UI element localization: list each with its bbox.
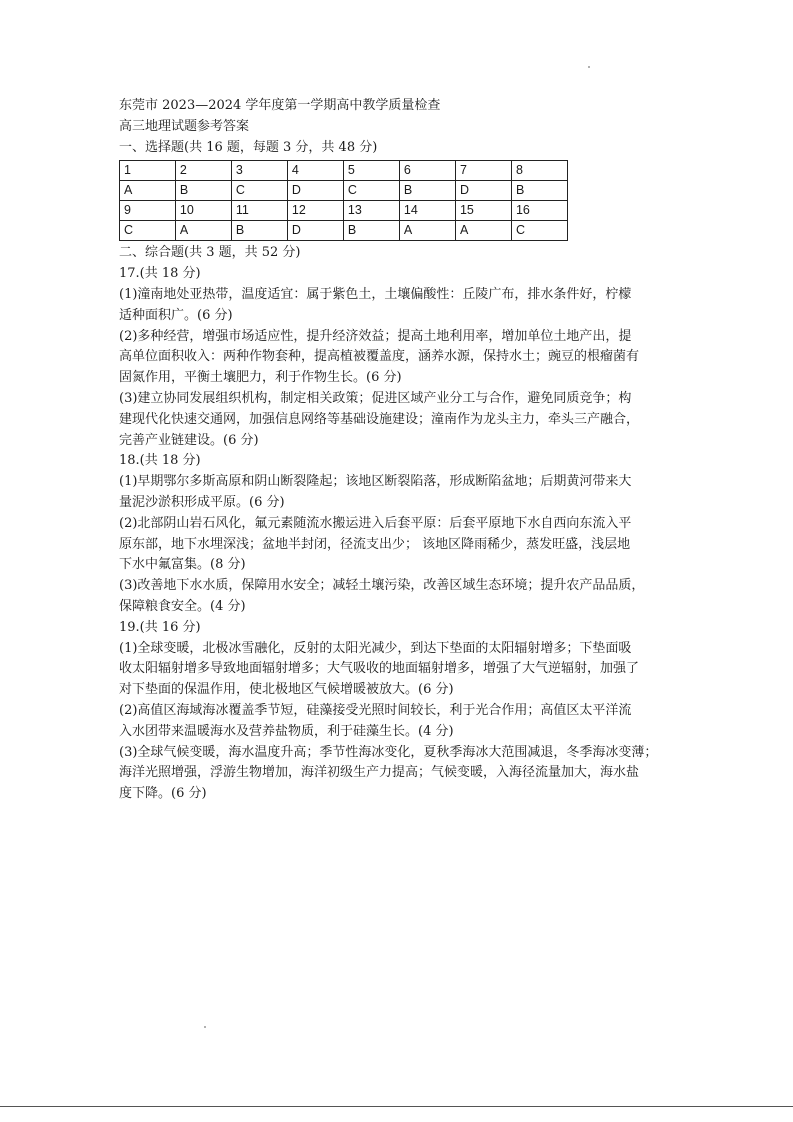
answer-line: 原东部，地下水埋深浅；盆地半封闭，径流支出少； 该地区降雨稀少，蒸发旺盛，浅层地 xyxy=(119,536,631,552)
answer-line: (1)早期鄂尔多斯高原和阴山断裂隆起；该地区断裂陷落，形成断陷盆地；后期黄河带来大 xyxy=(119,474,632,490)
answer-table-cell: B xyxy=(343,221,399,241)
answer-line: 海洋光照增强，浮游生物增加，海洋初级生产力提高；气候变暖，入海径流量加大，海水盐 xyxy=(119,765,640,781)
answer-table-cell: C xyxy=(511,221,567,241)
section2-heading: 二、综合题(共 3 题，共 52 分) xyxy=(119,245,301,261)
answer-content xyxy=(119,96,679,805)
answer-line: (2)北部阴山岩石风化，氟元素随流水搬运进入后套平原：后套平原地下水自西向东流入平 xyxy=(119,515,632,531)
answer-table-cell: 2 xyxy=(175,161,231,181)
answer-line: 量泥沙淤积形成平原。(6 分) xyxy=(119,494,285,510)
q19-title: 19.(共 16 分) xyxy=(119,619,201,635)
answer-table-cell: 4 xyxy=(287,161,343,181)
answer-table-cell: B xyxy=(399,181,455,201)
answer-table-cell: 15 xyxy=(455,201,511,221)
speck xyxy=(588,66,590,68)
answer-table-cell: D xyxy=(287,221,343,241)
answer-line: (3)建立协同发展组织机构，制定相关政策；促进区域产业分工与合作，避免同质竞争；构 xyxy=(119,390,632,406)
q18-title: 18.(共 18 分) xyxy=(119,453,201,469)
answer-table-cell: 13 xyxy=(343,201,399,221)
q17-answer xyxy=(119,285,679,451)
answer-line: 保障粮食安全。(4 分) xyxy=(119,598,246,614)
doc-subtitle: 高三地理试题参考答案 xyxy=(119,118,250,134)
answer-table-row xyxy=(120,161,568,181)
answer-table-row xyxy=(120,201,568,221)
answer-table-cell: B xyxy=(511,181,567,201)
answer-line: 入水团带来温暖海水及营养盐物质，利于硅藻生长。(4 分) xyxy=(119,723,454,739)
answer-table-cell: 6 xyxy=(399,161,455,181)
answer-line: (1)潼南地处亚热带，温度适宜：属于紫色土，土壤偏酸性：丘陵广布，排水条件好，柠檬 xyxy=(119,286,632,302)
answer-table-cell: 3 xyxy=(231,161,287,181)
answer-line: 对下垫面的保温作用，使北极地区气候增暖被放大。(6 分) xyxy=(119,682,454,698)
answer-table-cell: 7 xyxy=(455,161,511,181)
answer-table-cell: A xyxy=(455,221,511,241)
answer-line: (3)改善地下水水质，保障用水安全；减轻土壤污染，改善区域生态环境；提升农产品品质， xyxy=(119,578,645,594)
answer-table-cell: B xyxy=(175,181,231,201)
answer-table-cell: A xyxy=(120,181,176,201)
answer-table-cell: D xyxy=(455,181,511,201)
answer-table-cell: C xyxy=(120,221,176,241)
answer-table-row xyxy=(120,181,568,201)
answer-line: 建现代化快速交通网，加强信息网络等基础设施建设；潼南作为龙头主力，牵头三产融合， xyxy=(119,411,640,427)
q19-answer xyxy=(119,639,679,805)
answer-table-cell: C xyxy=(343,181,399,201)
answer-line: 收太阳辐射增多导致地面辐射增多；大气吸收的地面辐射增多，增强了大气逆辐射，加强了 xyxy=(119,661,640,677)
answer-table-cell: C xyxy=(231,181,287,201)
answer-table-cell: 9 xyxy=(120,201,176,221)
doc-title: 东莞市 2023—2024 学年度第一学期高中教学质量检查 xyxy=(119,98,441,113)
q18-answer xyxy=(119,472,679,618)
answer-table-cell: 11 xyxy=(231,201,287,221)
answer-table-cell: 1 xyxy=(120,161,176,181)
answer-table-cell: 16 xyxy=(511,201,567,221)
answer-table-cell: B xyxy=(231,221,287,241)
answer-table-cell: A xyxy=(399,221,455,241)
answer-line: (2)高值区海域海冰覆盖季节短，硅藻接受光照时间较长，利于光合作用；高值区太平洋流 xyxy=(119,702,632,718)
answer-table-cell: 8 xyxy=(511,161,567,181)
answer-table-cell: 10 xyxy=(175,201,231,221)
answer-line: 高单位面积收入：两种作物套种，提高植被覆盖度，涵养水源，保持水土；豌豆的根瘤菌有 xyxy=(119,349,640,365)
q17-title: 17.(共 18 分) xyxy=(119,266,201,282)
answer-table-cell: 5 xyxy=(343,161,399,181)
page-bottom-rule xyxy=(0,1106,793,1107)
answer-line: 完善产业链建设。(6 分) xyxy=(119,432,259,448)
section1-heading: 一、选择题(共 16 题，每题 3 分，共 48 分) xyxy=(119,139,378,155)
answer-line: 固氮作用，平衡土壤肥力，利于作物生长。(6 分) xyxy=(119,370,402,386)
answer-line: 度下降。(6 分) xyxy=(119,786,207,802)
answer-line: 下水中氟富集。(8 分) xyxy=(119,557,246,573)
answer-table-row xyxy=(120,221,568,241)
answer-table-cell: 12 xyxy=(287,201,343,221)
speck xyxy=(204,1026,206,1028)
answer-table-cell: A xyxy=(175,221,231,241)
answer-table xyxy=(119,160,568,241)
answer-line: (1)全球变暖，北极冰雪融化，反射的太阳光减少，到达下垫面的太阳辐射增多；下垫面吸 xyxy=(119,640,632,656)
answer-table-cell: 14 xyxy=(399,201,455,221)
answer-line: (2)多种经营，增强市场适应性，提升经济效益；提高土地利用率，增加单位土地产出，提 xyxy=(119,328,632,344)
answer-line: (3)全球气候变暖，海水温度升高；季节性海冰变化，夏秋季海冰大范围减退，冬季海冰变薄； xyxy=(119,744,658,760)
answer-table-cell: D xyxy=(287,181,343,201)
answer-line: 适种面积广。(6 分) xyxy=(119,307,233,323)
